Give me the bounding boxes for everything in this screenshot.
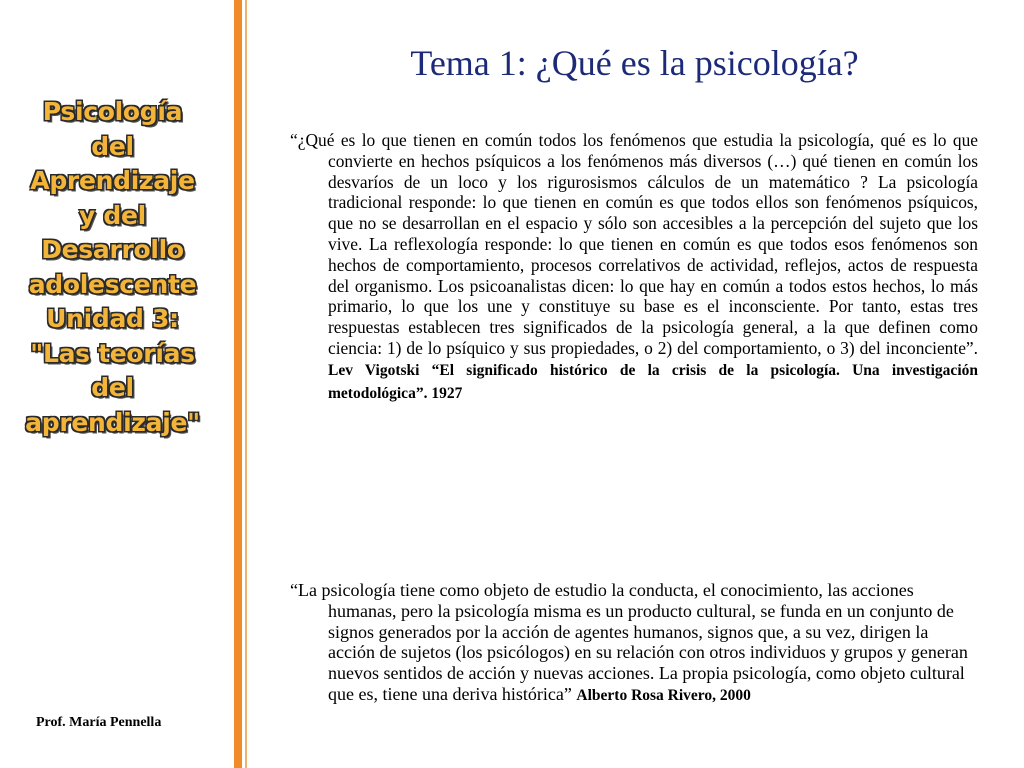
quote-citation: Alberto Rosa Rivero, 2000 [576,686,751,704]
sidebar-title-line: Unidad 3: [46,304,179,333]
sidebar-title-line: Aprendizaje [30,166,195,195]
author-name: Prof. María Pennella [36,715,162,730]
quote-citation: Lev Vigotski “El significado histórico de la crisis de la psicología. Una investigación metodológica”. 1927 [328,361,978,402]
sidebar-title-line: "Las teorías [30,338,195,368]
sidebar-title-line: del [91,373,134,402]
sidebar-title-line: Psicología [42,97,183,126]
sidebar-divider-stripe [234,0,242,768]
quote-text: “La psicología tiene como objeto de estudio la conducta, el conocimiento, las acciones humanas, pero la psicología misma es un producto cultural, se funda en un conjunto de signos generados por la acción de agentes humanos, signos que, a su vez, dirigen la acción de sujetos (los psicólogos) en su relación con otros individuos y grupos y generan nuevos sentidos de acción y nuevas acciones. La propia psicología, como objeto cultural que es, tiene una deriva histórica” [290,580,968,704]
sidebar-course-title [10,95,215,440]
slide-title: Tema 1: ¿Qué es la psicología? [410,43,859,83]
sidebar-title-line: adolescente [28,269,197,299]
quote-rosa-rivero [290,580,978,707]
sidebar-title-line: Desarrollo [41,235,184,264]
quote-text: “¿Qué es lo que tienen en común todos los fenómenos que estudia la psicología, qué es lo que convierte en hechos psíquicos a los fenómenos más diversos (…) qué tienen en común los desvaríos de un loco y los rigurosismos cálculos de un matemático ? La psicología tradicional responde: lo que tienen en común es que todos ellos son fenómenos psíquicos, que no se desarrollan en el espacio y sólo son accesibles a la percepción del sujeto que los vive. La reflexología responde: lo que tienen en común es que todos esos fenómenos son hechos de comportamiento, procesos correlativos de actividad, reflejos, actos de respuesta del organismo. Los psicoanalistas dicen: lo que hay en común a todos estos hechos, lo más primario, lo que los une y constituye su base es el inconsciente. Por tanto, estas tres respuestas establecen tres significados de la psicología general, a la que definen como ciencia: 1) de lo psíquico y sus propiedades, o 2) del comportamiento, o 3) del inconciente”. [290,130,978,358]
sidebar-title-line: del [91,131,134,161]
sidebar-title-line: y del [79,200,146,230]
quote-vigotski [290,130,978,404]
sidebar-divider-stripe-thin [245,0,247,768]
sidebar-title-line: aprendizaje" [25,407,200,437]
